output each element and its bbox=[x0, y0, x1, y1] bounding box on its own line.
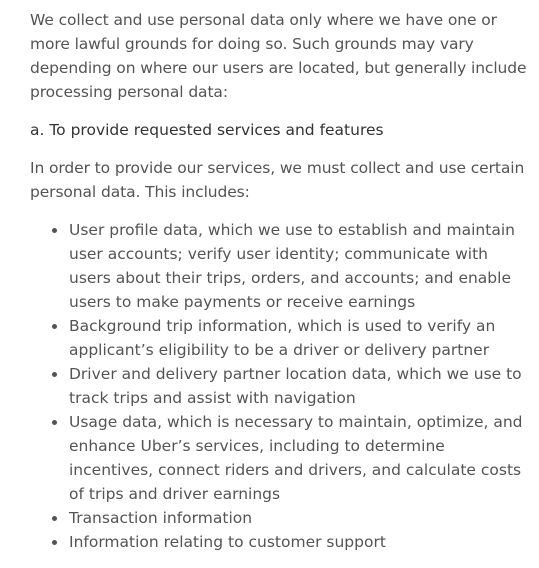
list-item: Background trip information, which is used to verify an applicant’s eligibility to be a driver or delivery partner bbox=[69, 314, 530, 362]
list-item: Usage data, which is necessary to maintain, optimize, and enhance Uber’s services, including to determine incentives, connect riders and drivers, and calculate costs of trips and driver earnings bbox=[69, 410, 530, 506]
intro-paragraph: We collect and use personal data only where we have one or more lawful grounds for doing so. Such grounds may vary depending on where our users are located, but generally include processing personal data: bbox=[30, 11, 527, 101]
list-item: Driver and delivery partner location data, which we use to track trips and assist with navigation bbox=[69, 362, 530, 410]
policy-section bbox=[30, 8, 530, 554]
lead-paragraph: In order to provide our services, we must collect and use certain personal data. This includes: bbox=[30, 159, 525, 201]
section-heading: a. To provide requested services and features bbox=[30, 121, 384, 139]
list-item: Transaction information bbox=[69, 506, 530, 530]
list-item: User profile data, which we use to establish and maintain user accounts; verify user identity; communicate with users about their trips, orders, and accounts; and enable users to make payments or receive earnings bbox=[69, 218, 530, 314]
data-usage-list bbox=[30, 218, 530, 554]
list-item: Information relating to customer support bbox=[69, 530, 530, 554]
